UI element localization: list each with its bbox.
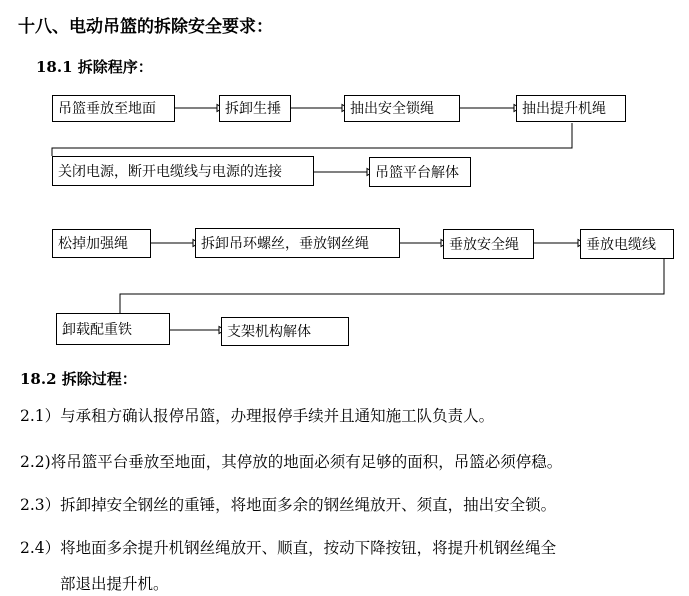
- procedure-item-2-4-continued: 部退出提升机。: [60, 575, 169, 593]
- step-unload-counterweight: 卸载配重铁: [56, 313, 170, 345]
- step-lower-cable: 垂放电缆线: [580, 229, 674, 259]
- page-title: 十八、电动吊篮的拆除安全要求：: [18, 17, 273, 37]
- step-loosen-reinforce-rope: 松掉加强绳: [52, 229, 151, 258]
- section-heading-18-1: 18.1 拆除程序：: [36, 58, 153, 76]
- step-power-off: 关闭电源，断开电缆线与电源的连接: [52, 156, 314, 186]
- step-lower-safety-rope: 垂放安全绳: [443, 229, 534, 259]
- step-platform-disassembly: 吊篮平台解体: [369, 157, 471, 187]
- step-lower-basket: 吊篮垂放至地面: [52, 95, 175, 122]
- procedure-item-2-4: 2.4）将地面多余提升机钢丝绳放开、顺直，按动下降按钮，将提升机钢丝绳全: [20, 539, 557, 557]
- procedure-item-2-2: 2.2)将吊篮平台垂放至地面，其停放的地面必须有足够的面积，吊篮必须停稳。: [20, 453, 563, 471]
- step-remove-hammer: 拆卸生捶: [219, 95, 291, 122]
- procedure-item-2-1: 2.1）与承租方确认报停吊篮，办理报停手续并且通知施工队负责人。: [20, 407, 495, 425]
- step-pull-hoist-rope: 抽出提升机绳: [516, 95, 626, 122]
- step-remove-eye-bolts: 拆卸吊环螺丝，垂放钢丝绳: [195, 228, 400, 258]
- step-pull-safety-rope: 抽出安全锁绳: [344, 95, 460, 122]
- section-heading-18-2: 18.2 拆除过程：: [20, 370, 137, 388]
- step-frame-disassembly: 支架机构解体: [221, 317, 349, 346]
- procedure-item-2-3: 2.3）拆卸掉安全钢丝的重锤，将地面多余的钢丝绳放开、须直，抽出安全锁。: [20, 496, 557, 514]
